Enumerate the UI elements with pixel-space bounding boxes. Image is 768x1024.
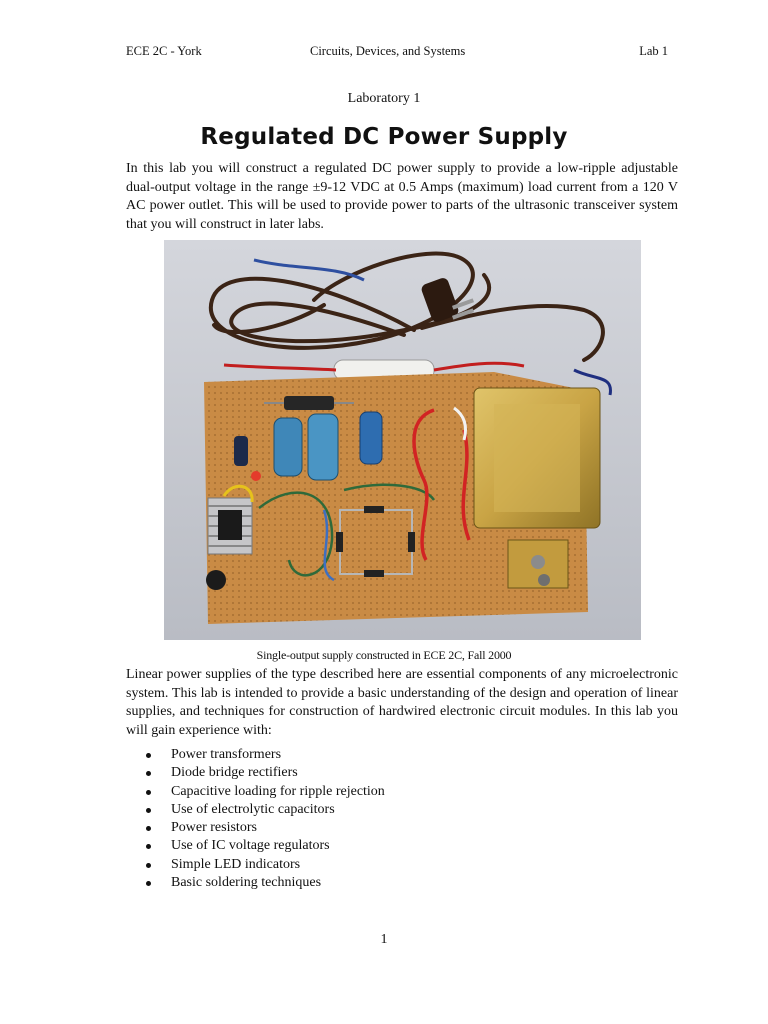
- intro-paragraph: In this lab you will construct a regulated DC power supply to provide a low-ripple adjustable dual-output voltage in the range ±9-12 VDC at 0.5 Amps (maximum) load current from a 120 V AC power outlet. This will be used to provide power to parts of the ultrasonic transceiver system that you will construct in later labs.: [126, 161, 678, 232]
- list-item: Use of electrolytic capacitors: [146, 801, 385, 819]
- page-title: Regulated DC Power Supply: [200, 124, 568, 150]
- figure-caption: Single-output supply constructed in ECE 2C, Fall 2000: [256, 648, 512, 662]
- list-item: Use of IC voltage regulators: [146, 837, 385, 855]
- list-item: Power resistors: [146, 819, 385, 837]
- list-item: Simple LED indicators: [146, 856, 385, 874]
- list-item: Capacitive loading for ripple rejection: [146, 783, 385, 801]
- page-header: [126, 44, 668, 62]
- list-item: Diode bridge rectifiers: [146, 764, 385, 782]
- header-course: ECE 2C - York: [126, 44, 202, 58]
- body-paragraph: Linear power supplies of the type described here are essential components of any microelectronic system. This lab is intended to provide a basic understanding of the design and operation of linear supplies, and techniques for construction of hardwired electronic circuit modules. In this lab you will gain experience with:: [126, 667, 678, 738]
- lab-number: Laboratory 1: [347, 91, 421, 106]
- list-item: Basic soldering techniques: [146, 874, 385, 892]
- topics-list: [146, 746, 385, 892]
- header-lab: Lab 1: [639, 44, 668, 58]
- page-number: 1: [380, 932, 388, 947]
- power-supply-photo: [164, 240, 641, 640]
- list-item: Power transformers: [146, 746, 385, 764]
- header-subject: Circuits, Devices, and Systems: [310, 44, 466, 58]
